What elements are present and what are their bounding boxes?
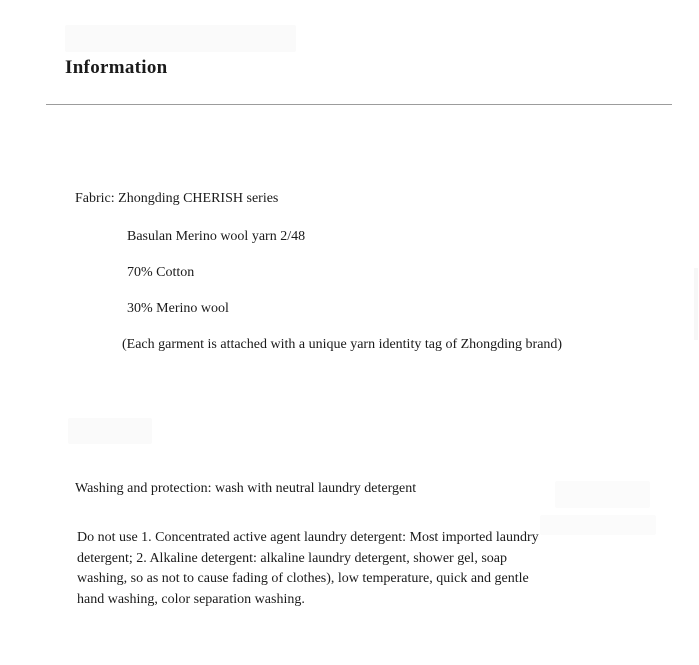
page-title: Information xyxy=(65,57,168,78)
fabric-title-line: Fabric: Zhongding CHERISH series xyxy=(75,191,279,206)
placeholder-block-mid-left xyxy=(68,418,152,444)
washing-paragraph-line: Do not use 1. Concentrated active agent laundry detergent: Most imported laundry xyxy=(77,530,539,545)
fabric-detail-merino: 30% Merino wool xyxy=(127,301,229,316)
placeholder-block-top xyxy=(65,25,296,52)
fabric-detail-yarn: Basulan Merino wool yarn 2/48 xyxy=(127,229,306,244)
washing-paragraph-line: detergent; 2. Alkaline detergent: alkaline laundry detergent, shower gel, soap xyxy=(77,550,507,566)
header-divider xyxy=(46,104,672,105)
washing-paragraph-line: washing, so as not to cause fading of clothes), low temperature, quick and gentle xyxy=(77,571,529,586)
fabric-detail-cotton: 70% Cotton xyxy=(127,265,195,280)
washing-paragraph-line: hand washing, color separation washing. xyxy=(77,591,305,607)
washing-instructions-paragraph xyxy=(77,528,657,610)
page-edge-artifact xyxy=(694,268,698,340)
placeholder-block-right-1 xyxy=(555,481,650,508)
fabric-detail-tag-note: (Each garment is attached with a unique yarn identity tag of Zhongding brand) xyxy=(122,337,563,352)
washing-heading: Washing and protection: wash with neutral laundry detergent xyxy=(75,481,417,496)
